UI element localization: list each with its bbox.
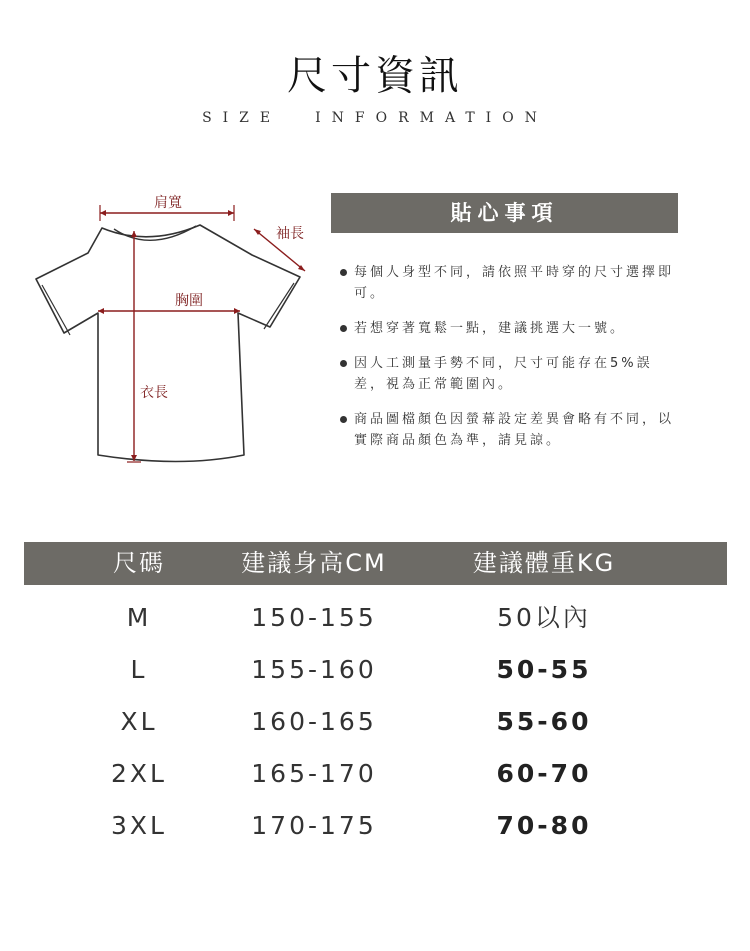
collar-inner — [114, 226, 196, 240]
notice-list — [338, 262, 683, 465]
sleeve-hem-right — [264, 283, 294, 329]
table-row — [24, 800, 727, 852]
notice-item-text: 商品圖檔顏色因螢幕設定差異會略有不同，以實際商品顏色為準，請見諒。 — [354, 412, 675, 448]
height-cell: 165-170 — [251, 759, 377, 788]
notice-item — [338, 318, 683, 339]
size-cell: 2XL — [111, 759, 167, 788]
sleeve-label: 袖長 — [276, 226, 304, 242]
size-cell: L — [130, 655, 148, 684]
weight-cell: 50以內 — [497, 603, 591, 632]
weight-cell: 70-80 — [496, 811, 592, 840]
weight-cell: 55-60 — [496, 707, 592, 736]
notice-item-text: 因人工測量手勢不同，尺寸可能存在5%誤差，視為正常範圍內。 — [354, 356, 653, 392]
height-cell: 170-175 — [251, 811, 377, 840]
bullet-icon — [340, 416, 347, 423]
column-header-weight: 建議體重KG — [472, 549, 616, 577]
length-label: 衣長 — [140, 385, 168, 401]
notice-item-text: 每個人身型不同，請依照平時穿的尺寸選擇即可。 — [354, 265, 675, 301]
sleeve-hem-left — [42, 285, 70, 335]
notice-item-text: 若想穿著寬鬆一點，建議挑選大一號。 — [354, 321, 627, 336]
tshirt-outline — [36, 225, 300, 462]
table-row — [24, 696, 727, 748]
tshirt-measurement-diagram — [30, 185, 330, 485]
notice-item — [338, 262, 683, 304]
notice-item — [338, 353, 683, 395]
notice-item — [338, 409, 683, 451]
weight-cell: 50-55 — [496, 655, 592, 684]
page-title: 尺寸資訊 — [287, 53, 463, 99]
shoulder-label: 肩寬 — [154, 195, 182, 211]
bullet-icon — [340, 360, 347, 367]
size-table-header — [24, 542, 727, 585]
table-row — [24, 644, 727, 696]
subtitle-word-size: SIZE — [202, 110, 282, 126]
table-row — [24, 748, 727, 800]
column-header-height: 建議身高CM — [241, 549, 387, 577]
column-header-size: 尺碼 — [113, 549, 165, 577]
size-cell: XL — [120, 707, 158, 736]
size-cell: M — [126, 603, 152, 632]
table-row — [24, 592, 727, 644]
weight-cell: 60-70 — [496, 759, 592, 788]
bullet-icon — [340, 325, 347, 332]
chest-label: 胸圍 — [175, 293, 203, 309]
height-cell: 155-160 — [251, 655, 377, 684]
height-cell: 150-155 — [251, 603, 377, 632]
size-cell: 3XL — [111, 811, 167, 840]
notice-header: 貼心事項 — [331, 193, 678, 233]
height-cell: 160-165 — [251, 707, 377, 736]
subtitle-word-information: INFORMATION — [315, 110, 548, 126]
bullet-icon — [340, 269, 347, 276]
page-subtitle — [0, 110, 750, 126]
